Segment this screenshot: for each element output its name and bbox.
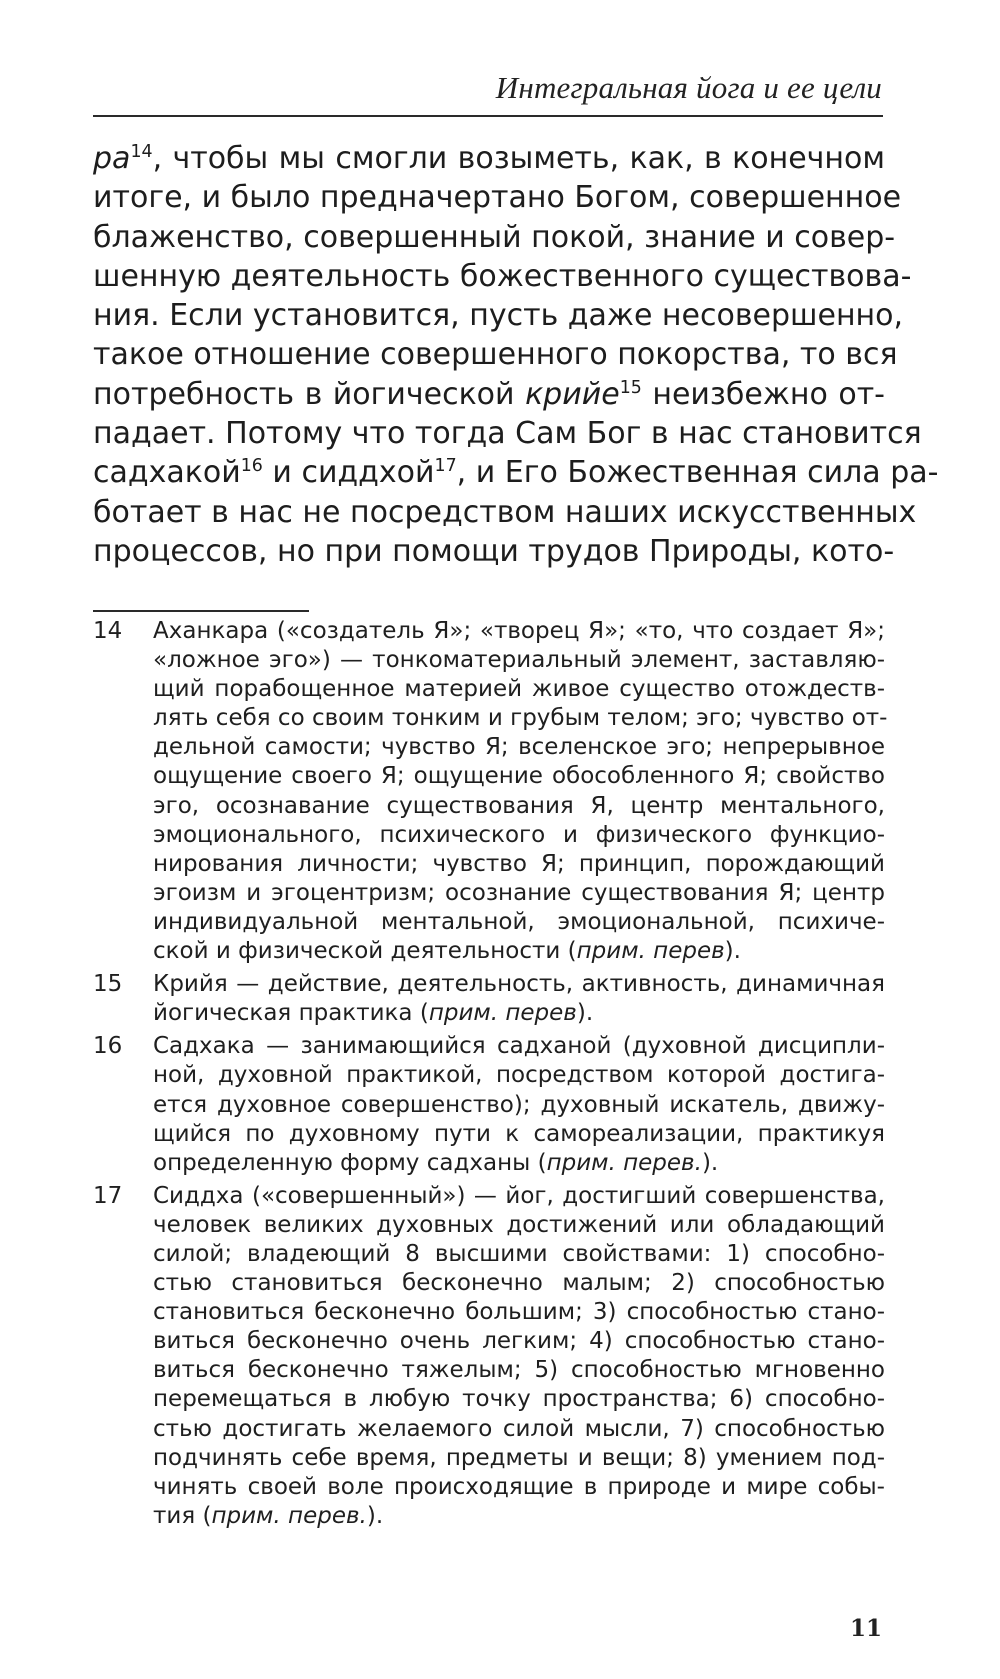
footnote-line: чинять своей воле происходящие в природе и мире собы- [153,1473,885,1500]
translator-note: прим. перев. [546,1149,702,1176]
footnote-16 [93,1032,885,1177]
translator-note: прим. перев [576,938,725,965]
footnote-line: эмоционального, психического и физического функцио- [153,821,885,848]
footnote-line: нирования личности; чувство Я; принцип, порождающий [153,850,885,877]
footnote-text: ской и физической деятельности ( [153,938,577,965]
footnote-line: ется духовное совершенство); духовный искатель, движу- [153,1091,885,1118]
main-text-fragment: садхакой [93,455,241,491]
main-text-fragment: потребность в йогической [93,376,526,412]
main-text-fragment: и сиддхой [262,455,435,491]
footnote-line [153,937,885,966]
footnote-line: «ложное эго») — тонкоматериальный элемент, заставляю- [153,647,885,674]
footnote-ref-14: 14 [130,142,153,162]
main-text-fragment: ра [93,141,131,176]
footnote-ref-16: 16 [240,456,263,477]
page-number: 11 [849,1615,882,1642]
translator-note: прим. перев [428,1000,577,1027]
main-text-fragment: неизбежно от- [641,376,885,412]
main-line [93,139,885,178]
footnote-ref-17: 17 [434,456,457,477]
footnote-line: дельной самости; чувство Я; вселенское эго; непрерывное [153,734,885,761]
footnote-text: ). [366,1502,384,1529]
footnote-ref-15: 15 [619,377,642,398]
footnote-line: стью достигать желаемого силой мысли, 7) способностью [153,1415,885,1442]
footnote-line: Сиддха («совершенный») — йог, достигший совершенства, [153,1182,885,1209]
main-line: ботает в нас не посредством наших искусственных [93,494,917,530]
footnote-number: 15 [93,971,123,998]
footnote-line: перемещаться в любую точку пространства; 6) способно- [153,1386,885,1413]
footnote-line [153,1502,885,1531]
main-paragraph [93,139,939,571]
footnote-14 [93,617,888,966]
main-line: такое отношение совершенного покорства, то вся [93,337,898,373]
footnote-line: Садхака — занимающийся садханой (духовной дисципли- [153,1033,885,1060]
footnote-line: силой; владеющий 8 высшими свойствами: 1) способно- [153,1240,885,1267]
footnote-line: стью становиться бесконечно малым; 2) способностью [153,1270,885,1297]
header-rule [93,115,883,117]
running-header-title: Интегральная йога и ее цели [495,70,882,105]
footnote-line: эгоизм и эгоцентризм; осознание существования Я; центр [153,879,885,906]
footnote-line: подчинять себе время, предметы и вещи; 8) умением под- [153,1444,885,1471]
footnote-line: человек великих духовных достижений или обладающий [153,1211,885,1238]
footnote-text: тия ( [153,1502,212,1529]
main-line: ния. Если установится, пусть даже несовершенно, [93,298,904,334]
footnote-line: щийся по духовному пути к самореализации, практикуя [153,1120,885,1147]
footnote-number: 16 [93,1033,123,1060]
footnote-text: йогическая практика ( [153,1000,429,1027]
main-line: итоге, и было предначертано Богом, совершенное [93,180,902,216]
main-line: процессов, но при помощи трудов Природы, кото- [93,533,895,569]
main-line: блаженство, совершенный покой, знание и совер- [93,219,896,255]
footnote-line: Аханкара («создатель Я»; «творец Я»; «то, что создает Я»; [153,618,885,644]
footnote-line: становиться бесконечно большим; 3) способностью стано- [153,1299,885,1326]
footnote-line: ощущение своего Я; ощущение обособленного Я; свойство [153,763,885,790]
main-line: шенную деятельность божественного существова- [93,258,912,294]
footnote-line: щий порабощенное материей живое существо отождеств- [153,676,885,703]
main-line: падает. Потому что тогда Сам Бог в нас становится [93,416,922,452]
footnote-line: виться бесконечно тяжелым; 5) способностью мгновенно [153,1357,885,1384]
footnote-number: 17 [93,1182,123,1209]
footnote-line: ной, духовной практикой, посредством которой достига- [153,1062,885,1089]
footnote-line [153,999,885,1028]
translator-note: прим. перев. [211,1502,367,1529]
main-text-fragment: , чтобы мы смогли возыметь, как, в конечном [152,141,885,176]
footnote-text: ). [724,938,741,965]
footnote-number: 14 [93,618,123,644]
footnote-15 [93,970,885,1028]
footnote-line: Крийя — действие, деятельность, активность, динамичная [153,971,885,998]
main-line [93,453,939,492]
main-text-fragment: крийе [525,376,620,412]
footnote-text: ). [576,1000,594,1027]
footnote-line: лять себя со своим тонким и грубым телом; эго; чувство от- [153,705,888,732]
footnotes [93,617,888,1535]
footnote-line [153,1149,885,1178]
main-text-fragment: , и Его Божественная сила ра- [456,455,939,491]
footnote-17 [93,1182,885,1531]
footnote-line: индивидуальной ментальной, эмоциональной, психиче- [153,908,885,935]
main-line [93,375,885,414]
footnote-text: ). [701,1149,719,1176]
footnote-separator [93,610,309,612]
footnote-line: эго, осознавание существования Я, центр ментального, [153,792,885,819]
footnote-line: виться бесконечно очень легким; 4) способностью стано- [153,1328,885,1355]
footnote-text: определенную форму садханы ( [153,1149,547,1176]
